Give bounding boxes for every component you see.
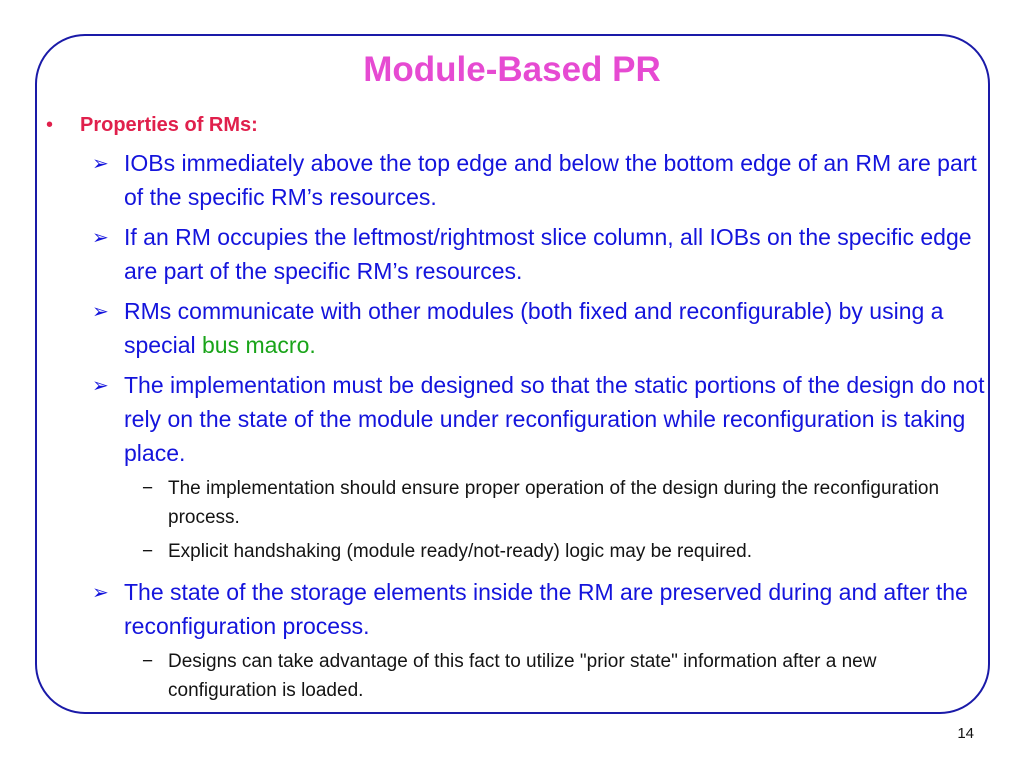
slide-title: Module-Based PR	[363, 50, 661, 89]
list-item	[92, 146, 987, 214]
list-item-text: The state of the storage elements inside the RM are preserved during and after the reconfiguration process.	[124, 579, 968, 639]
arrow-bullet-icon: ➢	[92, 580, 109, 604]
list-item-text: RMs communicate with other modules (both fixed and reconfigurable) by using a special	[124, 298, 944, 358]
page-number: 14	[957, 725, 974, 742]
list-item	[92, 575, 987, 643]
list-item-text: If an RM occupies the leftmost/rightmost slice column, all IOBs on the specific edge are part of the specific RM’s resources.	[124, 224, 972, 284]
dash-bullet-icon: −	[142, 541, 154, 562]
list-item	[92, 220, 987, 288]
sub-list-item-text: Explicit handshaking (module ready/not-ready) logic may be required.	[168, 541, 753, 562]
sub-list-item	[92, 474, 987, 532]
arrow-bullet-icon: ➢	[92, 225, 109, 249]
sub-list-item-text: Designs can take advantage of this fact to utilize "prior state" information after a new configuration is loaded.	[168, 651, 877, 701]
heading-bullet	[46, 112, 258, 138]
arrow-bullet-icon: ➢	[92, 299, 109, 323]
arrow-bullet-icon: ➢	[92, 373, 109, 397]
list-item-text: The implementation must be designed so that the static portions of the design do not rely on the state of the module under reconfiguration while reconfiguration is taking place.	[124, 372, 985, 466]
bus-macro-highlight: bus macro.	[201, 332, 316, 358]
arrow-bullet-icon: ➢	[92, 151, 109, 175]
heading-text: Properties of RMs:	[80, 114, 258, 136]
list-item	[92, 294, 987, 362]
dash-bullet-icon: −	[142, 478, 154, 499]
sub-list-item	[92, 647, 987, 705]
bullet-dot: •	[46, 114, 54, 136]
list-item	[92, 368, 987, 470]
list-item-text: IOBs immediately above the top edge and below the bottom edge of an RM are part of the specific RM’s resources.	[124, 150, 977, 210]
sub-list-item-text: The implementation should ensure proper operation of the design during the reconfiguration process.	[168, 478, 940, 528]
bullet-list	[92, 146, 987, 710]
dash-bullet-icon: −	[142, 651, 154, 672]
sub-list-item	[92, 537, 987, 566]
